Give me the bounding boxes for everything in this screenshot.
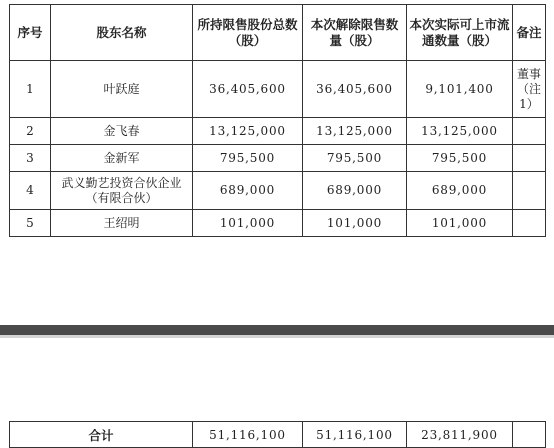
total-released-shares: 51,116,100 xyxy=(303,422,407,448)
row-seq: 1 xyxy=(10,61,51,118)
row-shareholder-name: 武义勤艺投资合伙企业（有限合伙） xyxy=(51,172,193,210)
row-note xyxy=(513,172,546,210)
header-tradable-shares: 本次实际可上市流通数量（股） xyxy=(407,5,513,61)
row-shareholder-name: 叶跃庭 xyxy=(51,61,193,118)
total-tradable-shares: 23,811,900 xyxy=(407,422,513,448)
total-note xyxy=(513,422,546,448)
row-held-shares: 795,500 xyxy=(193,145,303,172)
row-note xyxy=(513,118,546,145)
header-seq: 序号 xyxy=(10,5,51,61)
row-released-shares: 101,000 xyxy=(303,210,407,237)
row-shareholder-name: 金新军 xyxy=(51,145,193,172)
total-table xyxy=(9,421,546,448)
page-break-divider xyxy=(0,325,554,335)
row-held-shares: 101,000 xyxy=(193,210,303,237)
row-released-shares: 36,405,600 xyxy=(303,61,407,118)
header-held-shares: 所持限售股份总数（股） xyxy=(193,5,303,61)
row-held-shares: 36,405,600 xyxy=(193,61,303,118)
row-shareholder-name: 王绍明 xyxy=(51,210,193,237)
row-seq: 5 xyxy=(10,210,51,237)
row-tradable-shares: 795,500 xyxy=(407,145,513,172)
row-seq: 4 xyxy=(10,172,51,210)
row-tradable-shares: 13,125,000 xyxy=(407,118,513,145)
table-row xyxy=(10,61,546,118)
table-row xyxy=(10,145,546,172)
total-row xyxy=(10,422,546,448)
row-seq: 3 xyxy=(10,145,51,172)
header-row xyxy=(10,5,546,61)
header-released-shares: 本次解除限售数量（股） xyxy=(303,5,407,61)
header-shareholder-name: 股东名称 xyxy=(51,5,193,61)
row-held-shares: 689,000 xyxy=(193,172,303,210)
row-note: 董事（注1） xyxy=(513,61,546,118)
total-label: 合计 xyxy=(10,422,193,448)
header-note: 备注 xyxy=(513,5,546,61)
row-tradable-shares: 689,000 xyxy=(407,172,513,210)
total-held-shares: 51,116,100 xyxy=(193,422,303,448)
restricted-shares-table xyxy=(9,4,546,237)
page-break-shadow xyxy=(0,335,554,338)
row-seq: 2 xyxy=(10,118,51,145)
table-row xyxy=(10,118,546,145)
row-shareholder-name: 金飞春 xyxy=(51,118,193,145)
row-tradable-shares: 9,101,400 xyxy=(407,61,513,118)
row-tradable-shares: 101,000 xyxy=(407,210,513,237)
row-held-shares: 13,125,000 xyxy=(193,118,303,145)
row-released-shares: 13,125,000 xyxy=(303,118,407,145)
row-released-shares: 795,500 xyxy=(303,145,407,172)
row-released-shares: 689,000 xyxy=(303,172,407,210)
table-row xyxy=(10,210,546,237)
row-note xyxy=(513,145,546,172)
row-note xyxy=(513,210,546,237)
table-row xyxy=(10,172,546,210)
